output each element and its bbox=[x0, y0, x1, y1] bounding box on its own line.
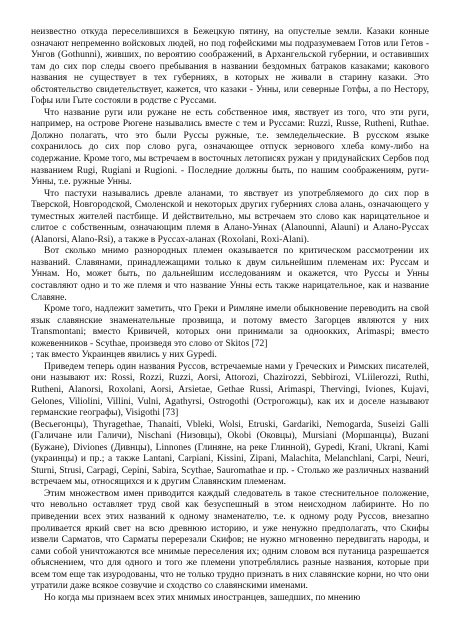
paragraph-vesyegontsy: (Весьегонцы), Thyragethae, Thanaiti, Vbleki, Wolsi, Etruski, Gardariki, Nemogarda, Suseizi Galli (Галичане или Галичи), Nischani (Низовцы), Okobi (Оковцы), Mursiani (Моршанцы), Buzani (Бужане), Diviones (Дивнцы), Linnones (Глиняне, на реке Глинной), Gypedi, Krani, Ukrani, Kami (украинцы) и пр.; а также Lantani, Carpiani, Kissini, Zipani, Malachita, Melanchlani, Carpi, Neuri, Sturni, Strusi, Carpagi, Cepini, Sabira, Scythae, Sauromathae и пр. - Столько же различных названий встречаем мы, относящихся и к другим Славянским племенам. bbox=[31, 419, 429, 488]
paragraph-alany: Что пастухи назывались древле аланами, то явствует из употребляемого до сих пор в Тверской, Новгородской, Смоленской и некоторых других губерниях слова алань, означающего у туместных жителей пастбище. И действительно, мы встречаем это слово как нарицательное и слитое с собственным, означающим племя в Алано-Уннах (Alanounni, Alauni) и Алано-Руссах (Alanorsi, Alano-Rsi), а также в Руссах-аланах (Roxolani, Roxi-Alani). bbox=[31, 188, 429, 245]
document-page bbox=[31, 0, 429, 604]
paragraph-plemena: Вот сколько мнимо разнородных племен оказывается по критическом рассмотрении их названий. Славянами, принадлежащими только к двум сильнейшим племенам их: Руссам и Уннам. Но, может быть, по дальнейшим исследованиям и окажется, что Руссы и Унны составляют одно и то же племя и что название Унны есть также нарицательное, как и название Славяне. bbox=[31, 246, 429, 303]
paragraph-mnozhestvo-imen: Этим множеством имен приводится каждый следователь в такое стеснительное положение, что невольно оставляет труд свой как безуспешный в этом неисходном лабиринте. Но по приведении всех этих названий к одному знаменателю, т.е. к одному роду Руссов, внезапно проливается яркий свет на всю древнюю историю, и уже ненужно предполагать, что Скифы извели Сарматов, что Сарматы перерезали Скифов; не нужно мгновенно передвигать народы, и сами собой уничтожаются все мнимые переселения их; одним словом вся путаница разрешается объяснением, что для одного и того же племени употреблялись разные названия, которые при всем том еще так изуродованы, что не только трудно признать в них славянские корни, но что они утратили даже всякое созвучие и сходство со славянскими именами. bbox=[31, 488, 429, 592]
paragraph-kazaki: неизвестно откуда переселившихся в Бежецкую пятину, на опустелые земли. Казаки конные означают непременно войсковых людей, но под гофейскими мы подразумеваем Готов или Гетов - Унгов (Gothunni), живших, по вероятию соображений, в Архангельской губернии, и оставивших там до сих пор следы своего пребывания в названии бездомных батраков казаками; какового названия не существует в тех губерниях, в которых не живали в старину казаки. Это обстоятельство свидетельствует, кажется, что казаки - Унны, или северные Готфы, а по Нестору, Гофы или Гыте состояли в родстве с Руссами. bbox=[31, 27, 429, 107]
paragraph-inostrantsy: Но когда мы признаем всех этих мнимых иностранцев, зашедших, по мнению bbox=[44, 592, 361, 603]
paragraph-nazvaniya-russov: Приведем теперь один названия Руссов, встречаемые нами у Греческих и Римских писателей, они называют их: Rossi, Rozzi, Ruzzi, Aorsi, Attorozi, Chazirozzi, Sebbirozi, VLiilerozzi, Ruthi, Rutheni, Alanorsi, Roxolani, Aorsi, Arsietae, Gethae Russi, Arimaspi, Thervingi, Iviones, Kujavi, Gelones, Viliolini, Villini, Vulni, Agathyrsi, Ostrogothi (Острогожцы), как их и доселе называют германские географы), Visigothi [73] bbox=[31, 361, 429, 419]
paragraph-ukraintsy: ; так вместо Украинцев явились у них Gypedi. bbox=[31, 350, 217, 361]
paragraph-rugi: Что название руги или ружане не есть собственное имя, явствует из того, что эти руги, например, на острове Рюгене назывались вместе с тем и Руссами: Ruzzi, Russe, Rutheni, Ruthae. Должно полагать, что это были Руссы ружные, т.е. земледельческие. В русском языке сохранилось до сих пор слово руга, означающее отпуск зернового хлеба кому-либо на содержание. Кроме того, мы встречаем в восточных летописях ружан у придунайских Сербов под названием Rugi, Rugiani и Rugioni. - Последние должны быть, по нашим соображениям, руги-Унны, т.е. ружные Унны. bbox=[31, 107, 429, 188]
paragraph-greki-rimlyane: Кроме того, надлежит заметить, что Греки и Римляне имели обыкновение переводить на свой язык славянские знаменательные прозвища, и потому вместо Загорцев являются у них Transmontani; вместо Кривичей, которых они принимали за одноокких, Arimaspi; вместо кожевенников - Scythae, произведя это слово от Skitos [72] bbox=[31, 304, 429, 349]
